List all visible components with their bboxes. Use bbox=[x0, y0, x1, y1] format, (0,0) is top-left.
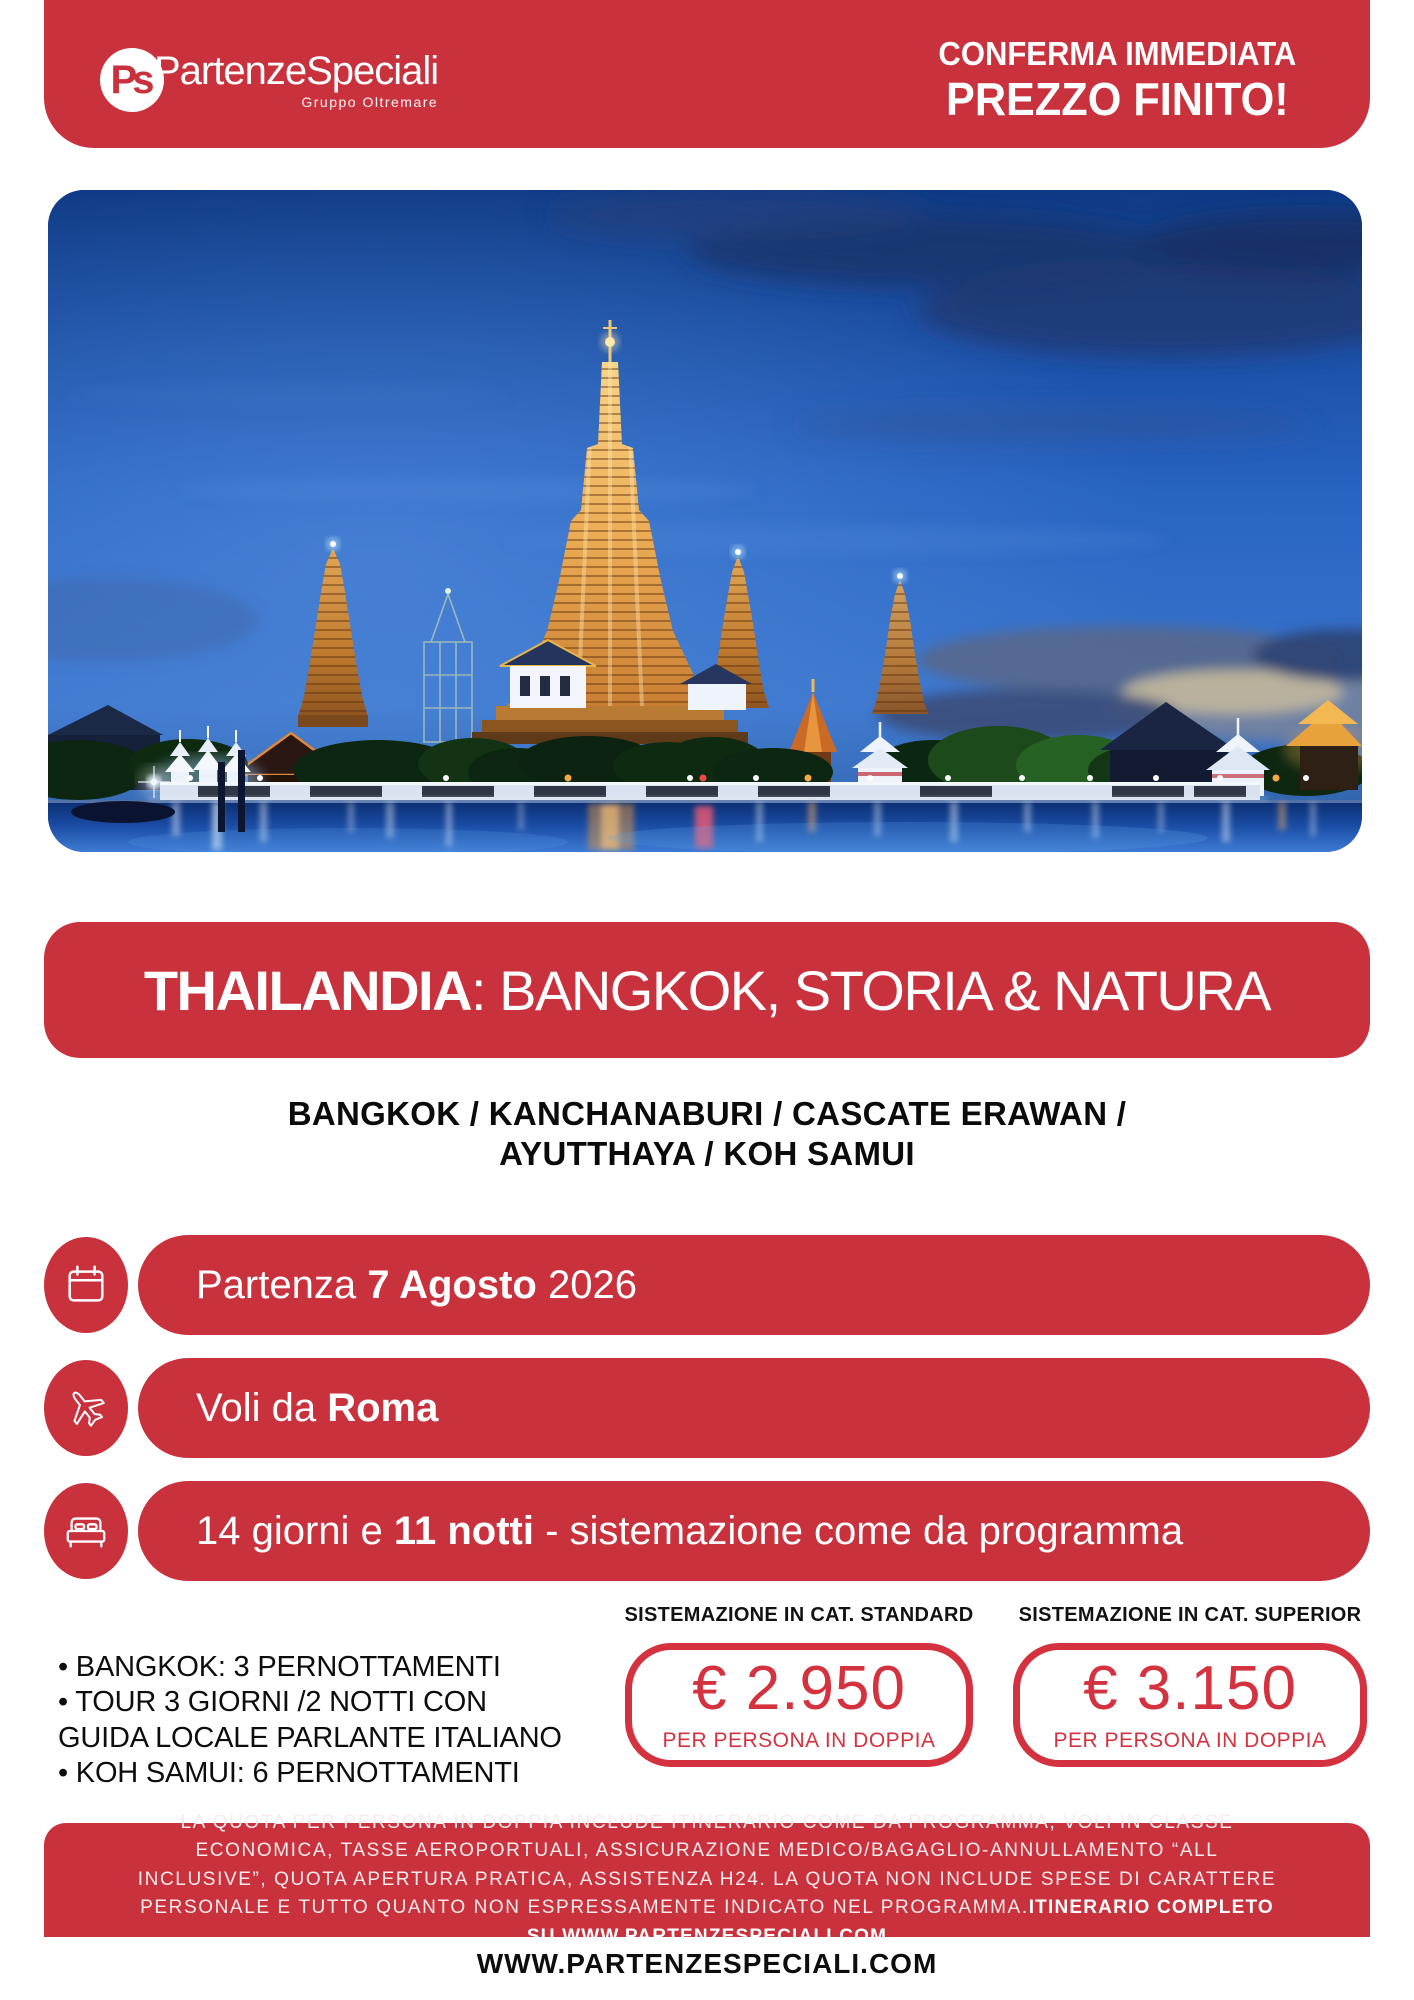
price-category-standard: SISTEMAZIONE IN CAT. STANDARD bbox=[624, 1604, 974, 1626]
duration-label: 14 giorni e bbox=[196, 1508, 394, 1553]
flights-pill bbox=[138, 1358, 1370, 1458]
footer-itinerary-link[interactable]: ITINERARIO COMPLETO SU WWW.PARTENZESPECIALI.COM bbox=[526, 1897, 1274, 1947]
duration-note: - sistemazione come da programma bbox=[533, 1508, 1184, 1553]
list-item: GUIDA LOCALE PARLANTE ITALIANO bbox=[58, 1721, 562, 1754]
footer-disclaimer-banner bbox=[44, 1811, 1370, 1947]
disclaimer-body: LA QUOTA PER PERSONA IN DOPPIA INCLUDE ITINERARIO COME DA PROGRAMMA, VOLI IN CLASSE ECONOMICA, TASSE AEROPORTUALI, ASSICURAZIONE MEDICO/BAGAGLIO-ANNULLAMENTO “ALL INCLUSIVE”, QUOTA APERTURA PRATICA, ASSISTENZA H24. LA QUOTA NON INCLUDE SPESE DI CARATTERE PERSONALE E TUTTO QUANTO NON ESPRESSAMENTE INDICATO NEL PROGRAMMA. bbox=[137, 1811, 1277, 1919]
price-category-superior: SISTEMAZIONE IN CAT. SUPERIOR bbox=[1018, 1604, 1362, 1626]
trip-title-rest: : BANGKOK, STORIA & NATURA bbox=[471, 958, 1271, 1022]
list-item: • TOUR 3 GIORNI /2 NOTTI CON bbox=[58, 1686, 487, 1719]
price-note-standard: PER PERSONA IN DOPPIA bbox=[662, 1728, 936, 1752]
footer-disclaimer-text bbox=[44, 1809, 1370, 1952]
price-card-superior bbox=[986, 1604, 1394, 1767]
departure-pill bbox=[138, 1235, 1370, 1335]
duration-nights: 11 notti bbox=[393, 1508, 534, 1553]
departure-label: Partenza bbox=[196, 1262, 368, 1307]
calendar-icon-badge bbox=[44, 1237, 128, 1333]
tagline-line2: PREZZO FINITO! bbox=[946, 72, 1290, 125]
brand-wordmark bbox=[154, 48, 439, 110]
duration-pill bbox=[138, 1481, 1370, 1581]
tagline-line1: CONFERMA IMMEDIATA bbox=[938, 35, 1297, 73]
info-row-departure bbox=[44, 1235, 1370, 1335]
itinerary-line-1: BANGKOK / KANCHANABURI / CASCATE ERAWAN / bbox=[287, 1095, 1127, 1132]
bed-icon-badge bbox=[44, 1483, 128, 1579]
list-item: • BANGKOK: 3 PERNOTTAMENTI bbox=[58, 1651, 501, 1683]
price-card-standard bbox=[599, 1604, 999, 1767]
header-tagline bbox=[939, 37, 1297, 123]
brand-group-name: Gruppo Oltremare bbox=[301, 93, 439, 110]
list-item: • KOH SAMUI: 6 PERNOTTAMENTI bbox=[58, 1757, 520, 1790]
calendar-icon bbox=[63, 1262, 109, 1308]
price-amount-superior: € 3.150 bbox=[1083, 1653, 1297, 1723]
info-row-flights bbox=[44, 1358, 1370, 1458]
brand-logo bbox=[100, 48, 438, 112]
info-row-duration bbox=[44, 1481, 1370, 1581]
flights-city: Roma bbox=[327, 1385, 439, 1430]
bed-icon bbox=[63, 1508, 109, 1554]
website-url[interactable]: WWW.PARTENZESPECIALI.COM bbox=[476, 1948, 938, 1979]
itinerary-subtitle bbox=[0, 1094, 1414, 1175]
hero-photo-svg bbox=[48, 190, 1362, 852]
itinerary-line-2: AYUTTHAYA / KOH SAMUI bbox=[499, 1135, 915, 1173]
trip-title-banner bbox=[44, 922, 1370, 1058]
price-note-superior: PER PERSONA IN DOPPIA bbox=[1053, 1728, 1327, 1752]
plane-icon-badge bbox=[44, 1360, 128, 1456]
flights-label: Voli da bbox=[196, 1385, 328, 1430]
price-amount-standard: € 2.950 bbox=[692, 1653, 906, 1723]
plane-icon bbox=[62, 1384, 110, 1432]
price-box-standard bbox=[625, 1643, 973, 1767]
price-box-superior bbox=[1013, 1643, 1367, 1767]
departure-date: 7 Agosto bbox=[367, 1262, 537, 1307]
trip-title-country: THAILANDIA bbox=[143, 958, 472, 1022]
trip-highlights-list bbox=[58, 1650, 598, 1792]
header-banner bbox=[44, 0, 1370, 148]
brand-name: PartenzeSpeciali bbox=[154, 48, 439, 93]
departure-year: 2026 bbox=[536, 1262, 637, 1307]
brand-monogram: Ps bbox=[110, 57, 150, 102]
hero-photo-wat-arun bbox=[48, 190, 1362, 852]
